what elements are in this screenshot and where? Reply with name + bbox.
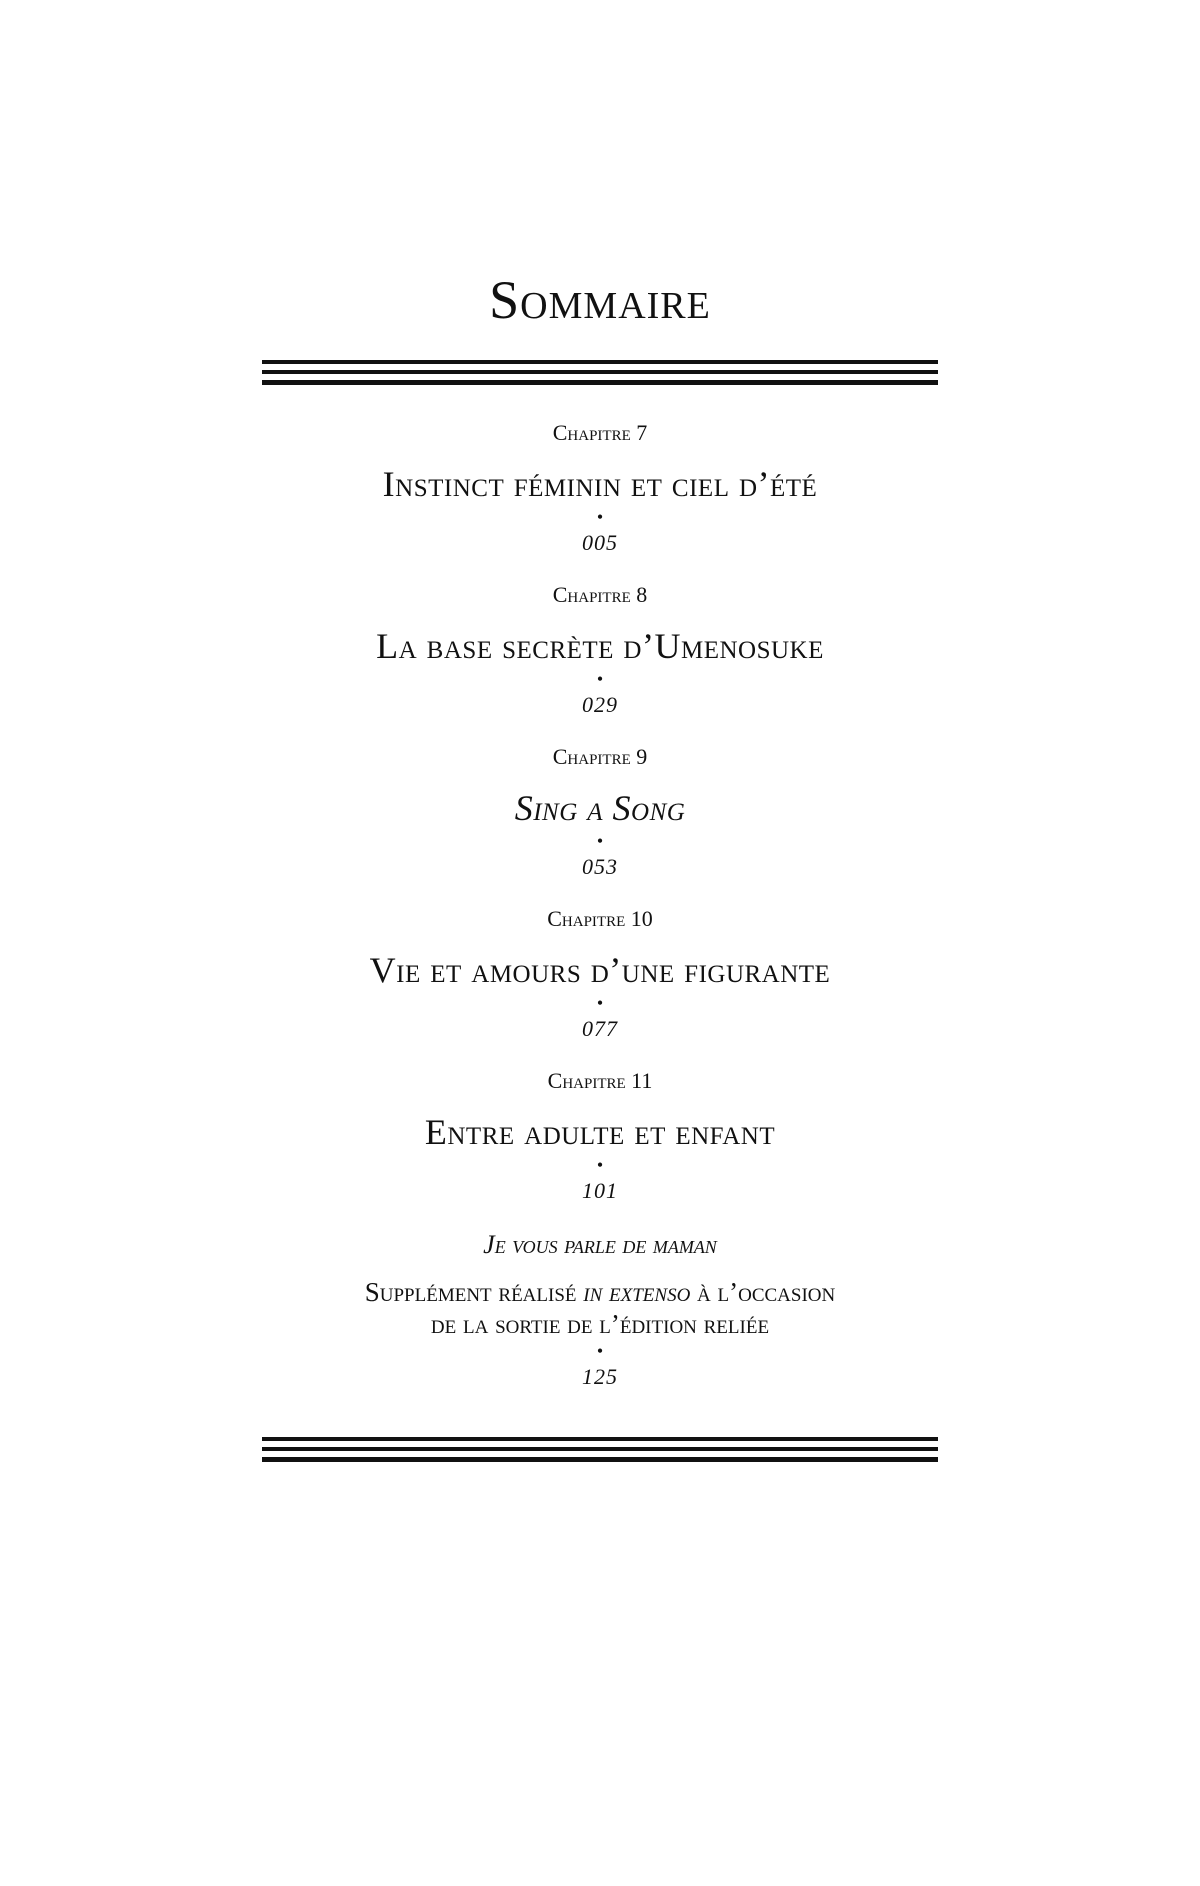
bullet-separator: • — [596, 1155, 604, 1175]
chapter-title[interactable]: La base secrète d’Umenosuke — [376, 626, 824, 666]
bullet-separator: • — [596, 507, 604, 527]
chapter-label: Chapitre 9 — [552, 744, 648, 769]
toc-entry-chapter-10[interactable] — [0, 904, 1200, 1044]
chapter-label: Chapitre 8 — [552, 582, 648, 607]
supplement-description — [0, 1276, 1200, 1340]
page-number: 053 — [582, 854, 618, 879]
toc-entry-chapter-11[interactable] — [0, 1066, 1200, 1206]
rule-line — [262, 360, 938, 364]
toc-entry-chapter-9[interactable] — [0, 742, 1200, 882]
supplement-desc-text: Supplément réalisé — [364, 1277, 584, 1307]
bullet-separator: • — [596, 1341, 604, 1361]
rule-line — [262, 380, 938, 385]
page-number: 029 — [582, 692, 618, 717]
toc-entry-chapter-8[interactable] — [0, 580, 1200, 720]
page-title: Sommaire — [489, 270, 711, 330]
bullet-separator: • — [596, 669, 604, 689]
page-number: 101 — [582, 1178, 618, 1203]
chapter-label: Chapitre 7 — [552, 420, 648, 445]
bottom-triple-rule — [262, 1437, 938, 1463]
rule-line — [262, 1447, 938, 1451]
supplement-desc-text: de la sortie de l’édition reliée — [430, 1309, 770, 1339]
rule-line — [262, 370, 938, 374]
top-triple-rule — [262, 360, 938, 386]
chapter-label: Chapitre 11 — [547, 1068, 653, 1093]
rule-line — [262, 1457, 938, 1462]
bullet-separator: • — [596, 831, 604, 851]
chapter-label: Chapitre 10 — [547, 906, 653, 931]
supplement-title[interactable]: Je vous parle de maman — [483, 1230, 717, 1259]
page-number: 077 — [582, 1016, 618, 1041]
chapter-title[interactable]: Vie et amours d’une figurante — [369, 950, 831, 990]
page-number: 005 — [582, 530, 618, 555]
page-number: 125 — [582, 1364, 618, 1389]
chapter-title[interactable]: Instinct féminin et ciel d’été — [382, 464, 818, 504]
bullet-separator: • — [596, 993, 604, 1013]
rule-line — [262, 1437, 938, 1441]
chapter-title[interactable]: Sing a Song — [514, 788, 686, 828]
toc-entry-chapter-7[interactable] — [0, 418, 1200, 558]
toc-entry-supplement[interactable] — [0, 1228, 1200, 1392]
supplement-desc-text: à l’occasion — [690, 1277, 836, 1307]
supplement-desc-italic: in extenso — [583, 1277, 691, 1307]
chapter-title[interactable]: Entre adulte et enfant — [424, 1112, 776, 1152]
